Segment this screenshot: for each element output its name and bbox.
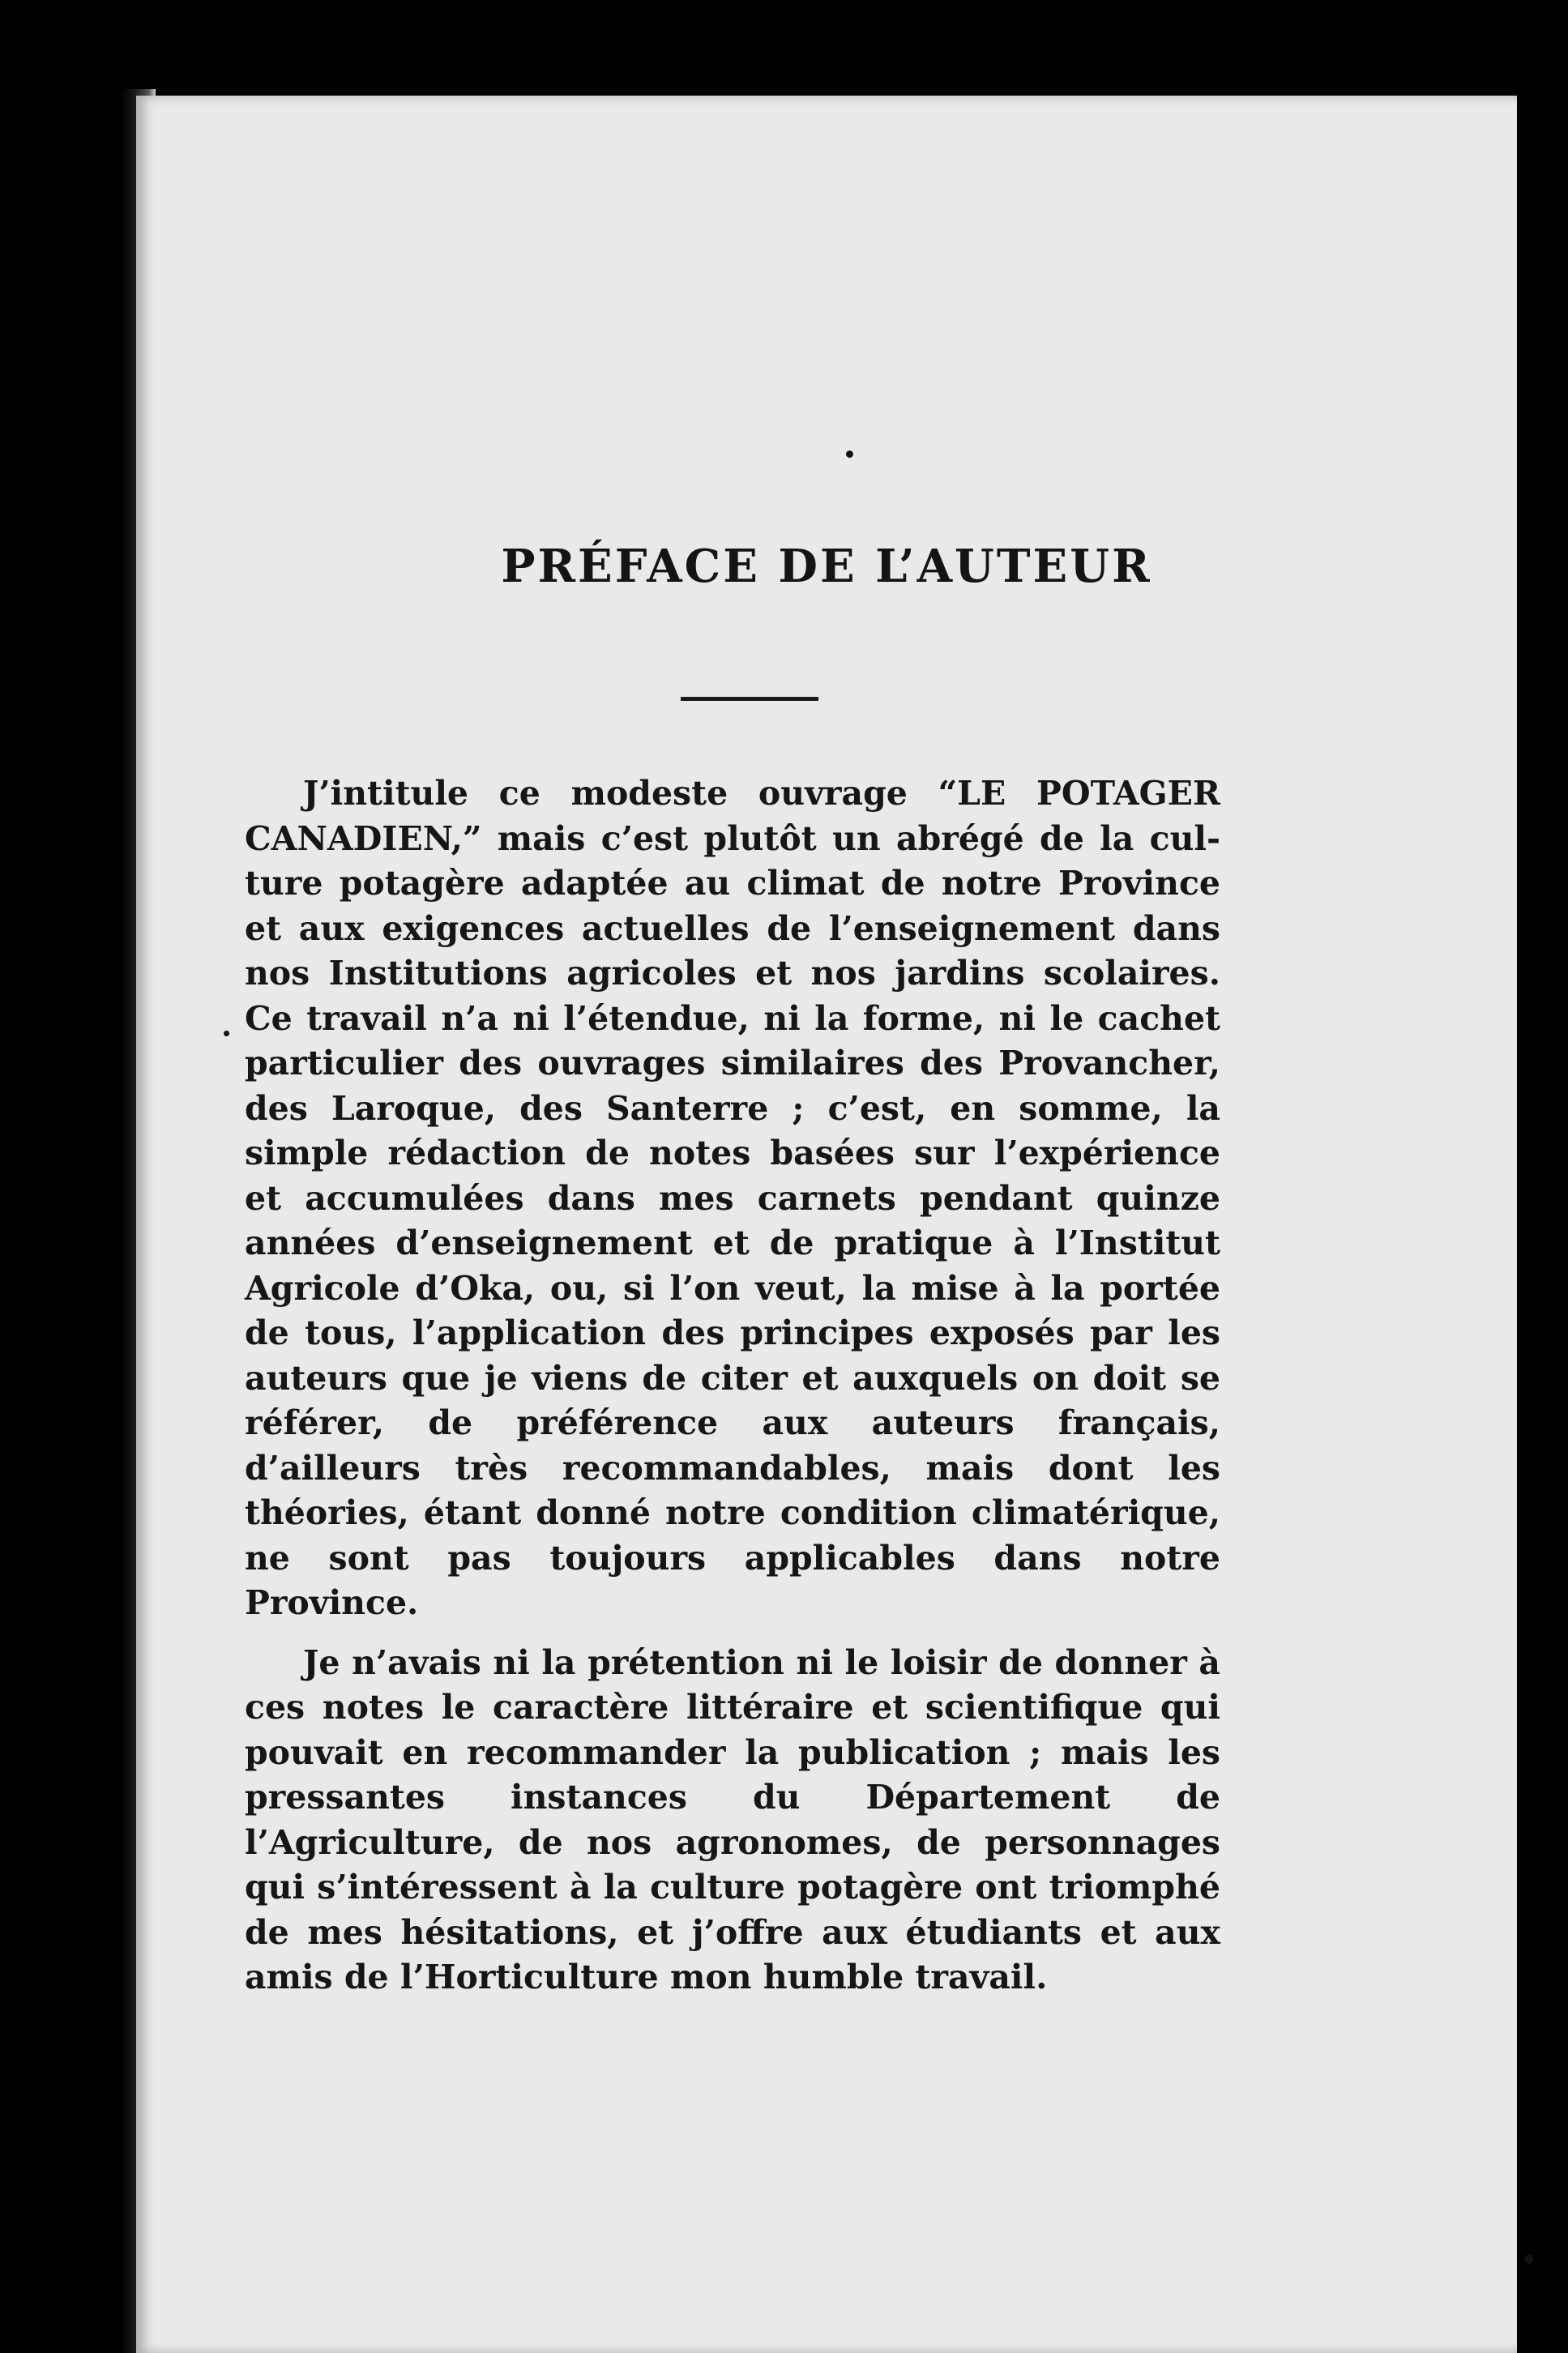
speck-mark (1525, 2254, 1533, 2264)
preface-paragraph-1: J’intitule ce modeste ouvrage “LE POTAGER CANADIEN,” mais c’est plutôt un abrégé de la culture potagère adaptée au climat de notre Province et aux exigences actuelles de l’enseignement dans nos Institutions agricoles et nos jardins scolaires. Ce travail n’a ni l’étendue, ni la forme, ni le cachet particulier des ouvrages similaires des Provancher, des Laroque, des Santerre ; c’est, en somme, la simple rédaction de notes basées sur l’expérience et accumulées dans mes carnets pendant quinze années d’enseignement et de pratique à l’Institut Agricole d’Oka, ou, si l’on veut, la mise à la portée de tous, l’application des principes exposés par les auteurs que je viens de citer et auxquels on doit se référer, de préférence aux auteurs français, d’ailleurs très recommandables, mais dont les théories, étant donné notre condition climatérique, ne sont pas toujours applicables dans notre Province. (245, 774, 1220, 1622)
title-divider (681, 697, 818, 701)
page-title: PRÉFACE DE L’AUTEUR (501, 540, 1152, 593)
speck-mark (224, 1031, 229, 1036)
speck-mark (846, 451, 853, 458)
preface-paragraph-2: Je n’avais ni la prétention ni le loisir de donner à ces notes le caractère littéraire et scientifique qui pouvait en recommander la publication ; mais les pressantes instances du Département de l’Agriculture, de nos agronomes, de personnages qui s’intéressent à la culture potagère ont triomphé de mes hésitations, et j’offre aux étudiants et aux amis de l’Horticulture mon humble travail. (245, 1642, 1220, 1996)
preface-body (245, 771, 1220, 2001)
